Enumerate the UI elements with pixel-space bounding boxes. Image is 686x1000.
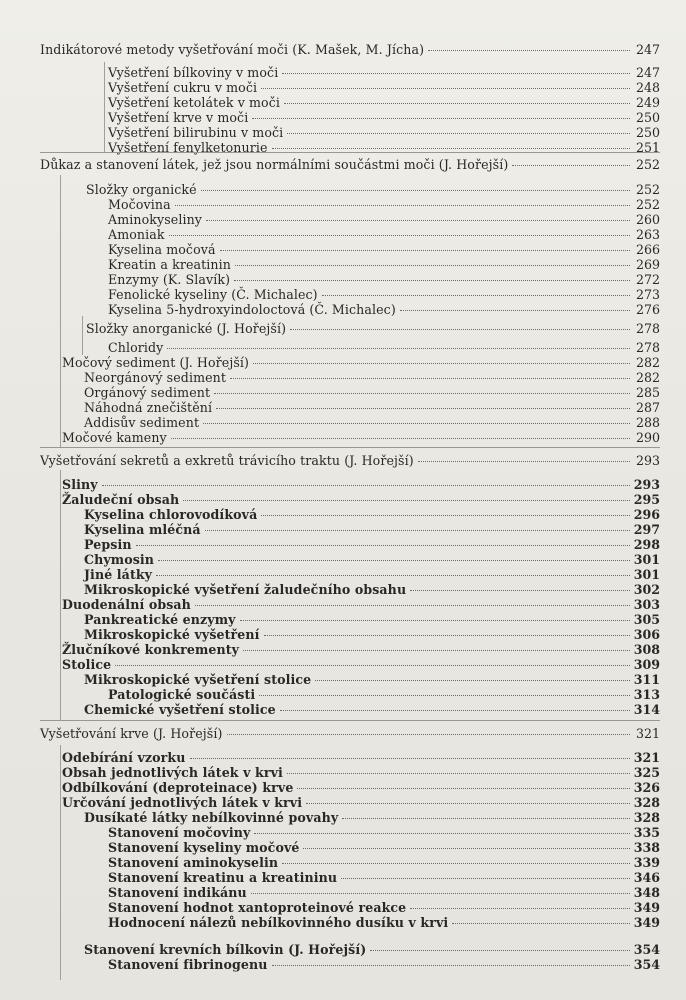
toc-entry[interactable] <box>108 65 660 80</box>
toc-entry-title: Stanovení fibrinogenu <box>108 957 268 972</box>
toc-entry[interactable] <box>108 885 660 900</box>
toc-entry[interactable] <box>84 385 660 400</box>
section-divider <box>40 152 660 153</box>
section-divider <box>40 447 660 448</box>
toc-entry-title: Vyšetřování krve (J. Hořejší) <box>40 726 223 741</box>
toc-entry[interactable] <box>84 415 660 430</box>
toc-entry-title: Stanovení kyseliny močové <box>108 840 300 855</box>
toc-entry-title: Kyselina chlorovodíková <box>84 507 258 522</box>
toc-entry-title: Enzymy (K. Slavík) <box>108 272 231 287</box>
toc-entry-page-number: 273 <box>635 287 660 302</box>
dot-leader <box>418 461 630 462</box>
toc-entry-title: Stanovení indikánu <box>108 885 247 900</box>
dot-leader <box>240 620 630 621</box>
toc-entry-title: Amoniak <box>108 227 165 242</box>
dot-leader <box>280 710 630 711</box>
toc-entry-page-number: 266 <box>635 242 660 257</box>
toc-entry[interactable] <box>86 182 660 197</box>
dot-leader <box>136 545 630 546</box>
toc-entry[interactable] <box>108 915 660 930</box>
dot-leader <box>512 165 630 166</box>
dot-leader <box>156 575 630 576</box>
toc-entry-page-number: 252 <box>635 157 660 172</box>
dot-leader <box>341 878 630 879</box>
toc-entry-page-number: 339 <box>633 855 660 870</box>
dot-leader <box>175 205 630 206</box>
toc-entry-page-number: 305 <box>633 612 660 627</box>
group-rule <box>82 316 83 355</box>
toc-entry-page-number: 328 <box>633 810 660 825</box>
toc-entry-title: Kyselina močová <box>108 242 216 257</box>
toc-entry-page-number: 288 <box>635 415 660 430</box>
toc-entry[interactable] <box>84 627 660 642</box>
toc-entry[interactable] <box>108 272 660 287</box>
dot-leader <box>254 833 629 834</box>
toc-entry-title: Vyšetření fenylketonurie <box>108 140 268 155</box>
toc-entry-page-number: 247 <box>635 65 660 80</box>
group-rule <box>60 745 61 980</box>
toc-entry-page-number: 314 <box>633 702 660 717</box>
dot-leader <box>252 118 630 119</box>
toc-entry-page-number: 349 <box>633 915 660 930</box>
dot-leader <box>322 295 630 296</box>
toc-entry-title: Stanovení kreatinu a kreatininu <box>108 870 338 885</box>
toc-entry-title: Vyšetření cukru v moči <box>108 80 258 95</box>
dot-leader <box>243 650 630 651</box>
toc-entry-page-number: 354 <box>633 942 660 957</box>
toc-entry[interactable] <box>84 370 660 385</box>
toc-entry[interactable] <box>108 287 660 302</box>
toc-entry-page-number: 308 <box>633 642 660 657</box>
toc-entry-title: Vyšetření ketolátek v moči <box>108 95 281 110</box>
toc-entry[interactable] <box>40 157 660 172</box>
toc-entry-page-number: 302 <box>633 582 660 597</box>
toc-entry-page-number: 354 <box>633 957 660 972</box>
toc-entry-title: Vyšetření bilirubinu v moči <box>108 125 284 140</box>
toc-entry[interactable] <box>108 870 660 885</box>
toc-entry-page-number: 296 <box>633 507 660 522</box>
toc-entry-title: Neorgánový sediment <box>84 370 227 385</box>
toc-entry-page-number: 301 <box>633 552 660 567</box>
toc-entry-page-number: 248 <box>635 80 660 95</box>
toc-entry-page-number: 251 <box>635 140 660 155</box>
dot-leader <box>284 103 630 104</box>
dot-leader <box>227 734 630 735</box>
toc-entry-page-number: 249 <box>635 95 660 110</box>
toc-entry[interactable] <box>40 42 660 57</box>
toc-entry[interactable] <box>108 110 660 125</box>
toc-entry[interactable] <box>108 900 660 915</box>
toc-entry-page-number: 287 <box>635 400 660 415</box>
toc-entry[interactable] <box>108 340 660 355</box>
dot-leader <box>452 923 629 924</box>
toc-entry-title: Žlučníkové konkrementy <box>62 642 240 657</box>
toc-entry[interactable] <box>62 642 660 657</box>
toc-entry-title: Chemické vyšetření stolice <box>84 702 276 717</box>
toc-entry[interactable] <box>40 453 660 468</box>
toc-entry[interactable] <box>62 657 660 672</box>
toc-entry-title: Vyšetřování sekretů a exkretů trávicího traktu (J. Hořejší) <box>40 453 414 468</box>
toc-entry-page-number: 290 <box>635 430 660 445</box>
toc-entry-page-number: 252 <box>635 182 660 197</box>
dot-leader <box>428 50 630 51</box>
dot-leader <box>230 378 630 379</box>
toc-entry-page-number: 321 <box>635 726 660 741</box>
toc-entry-page-number: 335 <box>633 825 660 840</box>
toc-entry-title: Mikroskopické vyšetření stolice <box>84 672 312 687</box>
toc-entry-page-number: 297 <box>633 522 660 537</box>
toc-entry-title: Chymosin <box>84 552 155 567</box>
toc-entry-title: Stanovení aminokyselin <box>108 855 279 870</box>
toc-entry-title: Stolice <box>62 657 112 672</box>
dot-leader <box>115 665 629 666</box>
toc-entry-title: Orgánový sediment <box>84 385 211 400</box>
dot-leader <box>297 788 629 789</box>
toc-entry-title: Sliny <box>62 477 98 492</box>
toc-entry[interactable] <box>108 242 660 257</box>
toc-entry[interactable] <box>84 702 660 717</box>
toc-entry-page-number: 325 <box>633 765 660 780</box>
toc-entry[interactable] <box>84 942 660 957</box>
toc-entry-title: Kyselina mléčná <box>84 522 201 537</box>
toc-entry[interactable] <box>86 321 660 336</box>
toc-entry-title: Stanovení krevních bílkovin (J. Hořejší) <box>84 942 367 957</box>
toc-entry[interactable] <box>84 810 660 825</box>
toc-entry[interactable] <box>108 687 660 702</box>
dot-leader <box>167 348 630 349</box>
toc-entry[interactable] <box>62 597 660 612</box>
dot-leader <box>410 908 629 909</box>
dot-leader <box>370 950 629 951</box>
toc-entry[interactable] <box>84 612 660 627</box>
toc-entry-page-number: 252 <box>635 197 660 212</box>
toc-entry-page-number: 328 <box>633 795 660 810</box>
toc-entry-page-number: 263 <box>635 227 660 242</box>
dot-leader <box>287 773 630 774</box>
toc-entry[interactable] <box>108 855 660 870</box>
toc-entry-page-number: 346 <box>633 870 660 885</box>
toc-entry-title: Vyšetření bílkoviny v moči <box>108 65 279 80</box>
toc-entry-page-number: 278 <box>635 321 660 336</box>
toc-entry[interactable] <box>108 825 660 840</box>
toc-entry[interactable] <box>84 672 660 687</box>
toc-entry[interactable] <box>84 537 660 552</box>
toc-entry-title: Fenolické kyseliny (Č. Michalec) <box>108 287 318 302</box>
toc-entry-title: Stanovení hodnot xantoproteinové reakce <box>108 900 407 915</box>
toc-entry-page-number: 298 <box>633 537 660 552</box>
dot-leader <box>264 635 630 636</box>
toc-entry-page-number: 313 <box>633 687 660 702</box>
dot-leader <box>287 133 630 134</box>
dot-leader <box>234 280 630 281</box>
toc-entry-title: Důkaz a stanovení látek, jež jsou normálními součástmi moči (J. Hořejší) <box>40 157 509 172</box>
group-rule <box>60 175 61 447</box>
toc-entry-title: Určování jednotlivých látek v krvi <box>62 795 303 810</box>
toc-entry-page-number: 282 <box>635 355 660 370</box>
toc-entry-page-number: 295 <box>633 492 660 507</box>
dot-leader <box>282 863 630 864</box>
dot-leader <box>214 393 630 394</box>
toc-entry-title: Močové kameny <box>62 430 167 445</box>
dot-leader <box>272 965 630 966</box>
toc-entry-page-number: 285 <box>635 385 660 400</box>
toc-entry-page-number: 278 <box>635 340 660 355</box>
toc-entry-title: Náhodná znečištění <box>84 400 213 415</box>
toc-entry-title: Aminokyseliny <box>108 212 203 227</box>
toc-entry-title: Chloridy <box>108 340 164 355</box>
toc-entry-title: Hodnocení nálezů nebílkovinného dusíku v krvi <box>108 915 449 930</box>
toc-entry-page-number: 306 <box>633 627 660 642</box>
toc-entry[interactable] <box>62 795 660 810</box>
dot-leader <box>171 438 630 439</box>
dot-leader <box>195 605 630 606</box>
toc-entry-title: Pankreatické enzymy <box>84 612 236 627</box>
toc-entry[interactable] <box>84 507 660 522</box>
toc-entry-page-number: 309 <box>633 657 660 672</box>
toc-entry-page-number: 349 <box>633 900 660 915</box>
dot-leader <box>205 530 630 531</box>
toc-entry-title: Duodenální obsah <box>62 597 191 612</box>
toc-entry-page-number: 301 <box>633 567 660 582</box>
toc-entry-page-number: 338 <box>633 840 660 855</box>
dot-leader <box>216 408 630 409</box>
toc-entry-page-number: 321 <box>633 750 660 765</box>
dot-leader <box>261 515 629 516</box>
dot-leader <box>261 88 630 89</box>
toc-entry-title: Stanovení močoviny <box>108 825 251 840</box>
toc-entry[interactable] <box>108 80 660 95</box>
dot-leader <box>303 848 629 849</box>
toc-entry-title: Složky anorganické (J. Hořejší) <box>86 321 287 336</box>
toc-entry-title: Pepsin <box>84 537 132 552</box>
toc-entry-title: Indikátorové metody vyšetřování moči (K. Mašek, M. Jícha) <box>40 42 425 57</box>
toc-entry-page-number: 326 <box>633 780 660 795</box>
toc-entry-title: Kyselina 5-hydroxyindoloctová (Č. Michalec) <box>108 302 396 317</box>
dot-leader <box>183 500 629 501</box>
toc-entry[interactable] <box>62 355 660 370</box>
toc-entry-page-number: 272 <box>635 272 660 287</box>
toc-entry-page-number: 293 <box>633 477 660 492</box>
toc-entry[interactable] <box>108 125 660 140</box>
toc-entry-page-number: 348 <box>633 885 660 900</box>
toc-entry-page-number: 293 <box>635 453 660 468</box>
toc-entry-page-number: 260 <box>635 212 660 227</box>
dot-leader <box>410 590 630 591</box>
toc-entry-title: Patologické součásti <box>108 687 256 702</box>
dot-leader <box>272 148 630 149</box>
toc-entry[interactable] <box>84 582 660 597</box>
toc-entry-page-number: 276 <box>635 302 660 317</box>
dot-leader <box>251 893 630 894</box>
dot-leader <box>342 818 629 819</box>
toc-entry[interactable] <box>62 765 660 780</box>
toc-entry-title: Vyšetření krve v moči <box>108 110 249 125</box>
dot-leader <box>190 758 630 759</box>
toc-entry-title: Odebírání vzorku <box>62 750 186 765</box>
dot-leader <box>306 803 630 804</box>
dot-leader <box>282 73 630 74</box>
toc-entry[interactable] <box>108 840 660 855</box>
toc-entry[interactable] <box>40 726 660 741</box>
toc-entry[interactable] <box>108 302 660 317</box>
group-rule <box>60 470 61 720</box>
dot-leader <box>203 423 630 424</box>
toc-entry-page-number: 247 <box>635 42 660 57</box>
toc-entry[interactable] <box>84 522 660 537</box>
dot-leader <box>206 220 630 221</box>
toc-entry[interactable] <box>108 197 660 212</box>
toc-entry[interactable] <box>62 492 660 507</box>
dot-leader <box>315 680 629 681</box>
toc-entry[interactable] <box>108 227 660 242</box>
dot-leader <box>253 363 630 364</box>
toc-entry[interactable] <box>108 95 660 110</box>
dot-leader <box>158 560 630 561</box>
toc-entry-page-number: 282 <box>635 370 660 385</box>
toc-entry-title: Obsah jednotlivých látek v krvi <box>62 765 283 780</box>
toc-entry-title: Odbílkování (deproteinace) krve <box>62 780 294 795</box>
toc-entry[interactable] <box>84 400 660 415</box>
toc-entry-page-number: 250 <box>635 125 660 140</box>
toc-entry[interactable] <box>62 780 660 795</box>
toc-entry[interactable] <box>84 552 660 567</box>
toc-entry-title: Složky organické <box>86 182 197 197</box>
toc-entry-title: Močový sediment (J. Hořejší) <box>62 355 250 370</box>
dot-leader <box>400 310 630 311</box>
toc-entry-title: Jiné látky <box>84 567 153 582</box>
dot-leader <box>220 250 630 251</box>
toc-entry-title: Žaludeční obsah <box>62 492 180 507</box>
dot-leader <box>235 265 630 266</box>
toc-entry-page-number: 303 <box>633 597 660 612</box>
toc-entry[interactable] <box>62 477 660 492</box>
toc-entry-title: Dusíkaté látky nebílkovinné povahy <box>84 810 339 825</box>
toc-entry[interactable] <box>62 750 660 765</box>
toc-entry-page-number: 250 <box>635 110 660 125</box>
toc-entry-page-number: 311 <box>633 672 660 687</box>
toc-entry-title: Mikroskopické vyšetření žaludečního obsahu <box>84 582 407 597</box>
toc-entry-title: Addisův sediment <box>84 415 200 430</box>
toc-entry-title: Mikroskopické vyšetření <box>84 627 260 642</box>
dot-leader <box>169 235 630 236</box>
dot-leader <box>102 485 630 486</box>
dot-leader <box>259 695 629 696</box>
toc-entry-title: Kreatin a kreatinin <box>108 257 231 272</box>
toc-entry[interactable] <box>62 430 660 445</box>
section-divider <box>40 720 660 721</box>
dot-leader <box>201 190 630 191</box>
toc-entry[interactable] <box>84 567 660 582</box>
dot-leader <box>290 329 630 330</box>
toc-entry-title: Močovina <box>108 197 171 212</box>
toc-entry[interactable] <box>108 957 660 972</box>
group-rule <box>104 62 105 152</box>
toc-entry-page-number: 269 <box>635 257 660 272</box>
toc-entry[interactable] <box>108 257 660 272</box>
toc-entry[interactable] <box>108 212 660 227</box>
